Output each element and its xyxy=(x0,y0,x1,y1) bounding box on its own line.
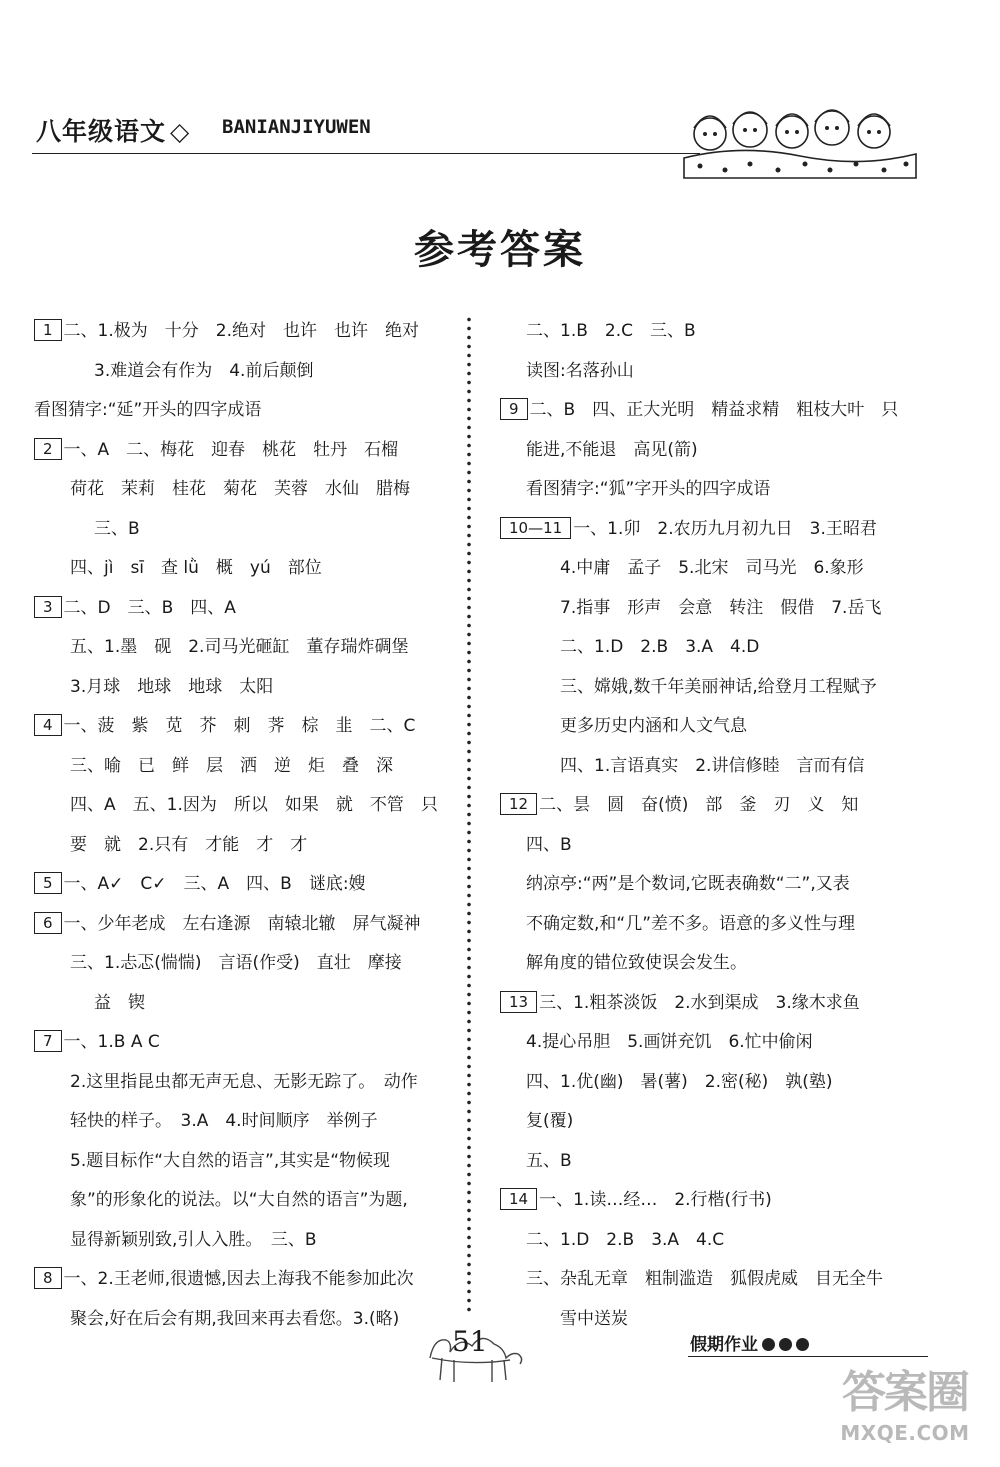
answer-line xyxy=(34,1181,454,1221)
question-number-box: 6 xyxy=(34,912,62,934)
answer-line xyxy=(34,470,454,510)
answer-line xyxy=(500,352,920,392)
dot-icon xyxy=(762,1338,775,1351)
answer-line xyxy=(500,668,920,708)
answer-text: 复(覆) xyxy=(526,1111,574,1131)
answer-line xyxy=(500,984,920,1024)
answer-line xyxy=(500,391,920,431)
watermark-url: MXQE.COM xyxy=(840,1421,970,1445)
answer-text: 三、嫦娥,数千年美丽神话,给登月工程赋予 xyxy=(560,676,877,697)
answer-text: 二、1.B 2.C 三、B xyxy=(526,321,696,341)
answer-text: 雪中送炭 xyxy=(560,1308,628,1329)
answer-line xyxy=(34,589,454,629)
answer-text: 5.题目标作“大自然的语言”,其实是“物候现 xyxy=(70,1150,391,1171)
answer-text: 二、D 三、B 四、A xyxy=(63,597,236,618)
answer-text: 一、1.卯 2.农历九月初九日 3.王昭君 xyxy=(573,518,877,539)
answer-text: 一、菠 紫 苋 芥 刺 荠 棕 韭 二、C xyxy=(63,716,416,736)
question-number-box: 14 xyxy=(500,1188,537,1210)
answer-text: 更多历史内涵和人文气息 xyxy=(560,716,747,736)
answer-line xyxy=(500,549,920,589)
answer-text: 象”的形象化的说法。以“大自然的语言”为题, xyxy=(70,1190,408,1210)
answer-line xyxy=(500,1102,920,1142)
answer-text: 二、B 四、正大光明 精益求精 粗枝大叶 只 xyxy=(529,400,899,420)
answer-text: 五、1.墨 砚 2.司马光砸缸 董存瑞炸碉堡 xyxy=(70,637,409,657)
watermark-logo: 答案圈 xyxy=(842,1367,968,1418)
footer-rule xyxy=(688,1356,928,1357)
answer-text: 四、B xyxy=(526,834,572,855)
question-number-box: 1 xyxy=(34,319,62,341)
answers-left-column xyxy=(34,312,454,1339)
answer-line xyxy=(500,747,920,787)
answer-line xyxy=(34,1300,454,1340)
answer-line xyxy=(500,589,920,629)
answer-text: 轻快的样子。 3.A 4.时间顺序 举例子 xyxy=(70,1111,378,1131)
answer-line xyxy=(34,312,454,352)
answer-text: 二、昙 圆 奋(愤) 部 釜 刃 义 知 xyxy=(539,795,859,815)
answer-text: 二、1.极为 十分 2.绝对 也许 也许 绝对 xyxy=(63,321,419,341)
answer-line xyxy=(500,312,920,352)
answer-line xyxy=(34,1221,454,1261)
diamond-icon: ◇ xyxy=(170,117,191,146)
answer-text: 三、B xyxy=(94,518,140,539)
answer-text: 3.难道会有作为 4.前后颠倒 xyxy=(94,360,314,381)
answer-line xyxy=(34,747,454,787)
answer-text: 一、1.读…经… 2.行楷(行书) xyxy=(539,1190,772,1210)
question-number-box: 2 xyxy=(34,438,62,460)
answer-text: 四、1.优(幽) 暑(薯) 2.密(秘) 孰(塾) xyxy=(526,1071,833,1092)
answer-text: 一、A✓ C✓ 三、A 四、B 谜底:嫂 xyxy=(63,874,366,894)
answer-line xyxy=(34,549,454,589)
watermark xyxy=(820,1365,990,1460)
answer-text: 三、喻 已 鲜 层 洒 逆 炬 叠 深 xyxy=(70,755,393,776)
answer-text: 二、1.D 2.B 3.A 4.C xyxy=(526,1229,725,1250)
answer-line xyxy=(34,431,454,471)
answer-line xyxy=(500,944,920,984)
answer-line xyxy=(500,1142,920,1182)
answer-text: 纳凉亭:“两”是个数词,它既表确数“二”,又表 xyxy=(526,874,850,894)
answer-line xyxy=(34,1102,454,1142)
answer-text: 一、少年老成 左右逢源 南辕北辙 屏气凝神 xyxy=(63,913,421,934)
answer-line xyxy=(34,786,454,826)
answer-line xyxy=(34,352,454,392)
answer-text: 聚会,好在后会有期,我回来再去看您。3.(略) xyxy=(70,1308,400,1329)
answer-text: 不确定数,和“几”差不多。语意的多义性与理 xyxy=(526,913,856,934)
question-number-box: 4 xyxy=(34,714,62,736)
footer-label xyxy=(690,1330,809,1355)
answer-line xyxy=(34,984,454,1024)
answer-text: 解角度的错位致使误会发生。 xyxy=(526,953,747,973)
answer-line xyxy=(34,1260,454,1300)
answer-text: 要 就 2.只有 才能 才 才 xyxy=(70,834,308,855)
answer-line xyxy=(34,1023,454,1063)
answer-text: 四、1.言语真实 2.讲信修睦 言而有信 xyxy=(560,755,865,776)
answer-line xyxy=(500,865,920,905)
answer-text: 显得新颖别致,引人入胜。 三、B xyxy=(70,1229,317,1250)
answer-text: 一、2.王老师,很遗憾,因去上海我不能参加此次 xyxy=(63,1269,414,1289)
answer-line xyxy=(500,707,920,747)
answer-line xyxy=(34,707,454,747)
answer-text: 7.指事 形声 会意 转注 假借 7.岳飞 xyxy=(560,597,882,618)
answer-line xyxy=(500,1221,920,1261)
answer-line xyxy=(500,1260,920,1300)
answer-line xyxy=(500,1063,920,1103)
cartoon-kids-illustration xyxy=(680,98,920,182)
answer-text: 五、B xyxy=(526,1150,572,1171)
question-number-box: 13 xyxy=(500,991,537,1013)
footer-label-text: 假期作业 xyxy=(690,1335,758,1355)
header-title-text: 八年级语文 xyxy=(36,117,167,146)
answer-text: 二、1.D 2.B 3.A 4.D xyxy=(560,637,760,657)
answer-line xyxy=(34,826,454,866)
answer-text: 看图猜字:“延”开头的四字成语 xyxy=(34,400,262,420)
answer-text: 三、1.忐忑(惴惴) 言语(作受) 直壮 摩接 xyxy=(70,953,402,973)
answer-text: 四、A 五、1.因为 所以 如果 就 不管 只 xyxy=(70,795,438,815)
header-rule xyxy=(32,153,700,154)
answer-line xyxy=(500,1181,920,1221)
answer-text: 能进,不能退 高见(箭) xyxy=(526,439,698,460)
question-number-box: 9 xyxy=(500,398,528,420)
question-number-box: 5 xyxy=(34,872,62,894)
answer-text: 4.提心吊胆 5.画饼充饥 6.忙中偷闲 xyxy=(526,1032,813,1052)
answer-text: 看图猜字:“狐”字开头的四字成语 xyxy=(526,479,771,499)
answer-text: 四、jì sī 查 lǜ 概 yú 部位 xyxy=(70,558,322,578)
answer-line xyxy=(34,1063,454,1103)
answer-line xyxy=(500,826,920,866)
page-title: 参考答案 xyxy=(414,226,586,273)
answer-text: 三、杂乱无章 粗制滥造 狐假虎威 目无全牛 xyxy=(526,1269,883,1289)
answer-line xyxy=(500,905,920,945)
answer-line xyxy=(34,668,454,708)
answer-text: 4.中庸 孟子 5.北宋 司马光 6.象形 xyxy=(560,558,864,578)
question-number-box: 3 xyxy=(34,596,62,618)
answer-line xyxy=(500,510,920,550)
answer-text: 一、A 二、梅花 迎春 桃花 牡丹 石榴 xyxy=(63,439,399,460)
answer-line xyxy=(500,470,920,510)
answer-text: 读图:名落孙山 xyxy=(526,360,634,381)
answers-right-column xyxy=(500,312,920,1339)
column-divider xyxy=(466,315,472,1315)
question-number-box: 7 xyxy=(34,1030,62,1052)
answer-text: 2.这里指昆虫都无声无息、无影无踪了。 动作 xyxy=(70,1071,418,1092)
answer-line xyxy=(34,905,454,945)
answer-text: 荷花 茉莉 桂花 菊花 芙蓉 水仙 腊梅 xyxy=(70,479,410,499)
answer-line xyxy=(34,865,454,905)
answer-text: 3.月球 地球 地球 太阳 xyxy=(70,676,274,697)
answer-line xyxy=(34,391,454,431)
answer-text: 一、1.B A C xyxy=(63,1032,160,1052)
answer-line xyxy=(500,786,920,826)
header-title xyxy=(36,112,194,148)
answer-text: 益 锲 xyxy=(94,992,145,1013)
question-number-box: 12 xyxy=(500,793,537,815)
answer-line xyxy=(34,510,454,550)
answer-line xyxy=(500,628,920,668)
dot-icon xyxy=(779,1338,792,1351)
answer-line xyxy=(34,944,454,984)
answer-line xyxy=(34,1142,454,1182)
question-number-box: 8 xyxy=(34,1267,62,1289)
question-number-box: 10—11 xyxy=(500,517,571,539)
dot-icon xyxy=(796,1338,809,1351)
answer-line xyxy=(500,431,920,471)
answer-line xyxy=(500,1023,920,1063)
header-title-en: BANIANJIYUWEN xyxy=(222,116,371,138)
answer-line xyxy=(34,628,454,668)
answer-text: 三、1.粗茶淡饭 2.水到渠成 3.缘木求鱼 xyxy=(539,992,860,1013)
page-number: 51 xyxy=(452,1325,488,1358)
